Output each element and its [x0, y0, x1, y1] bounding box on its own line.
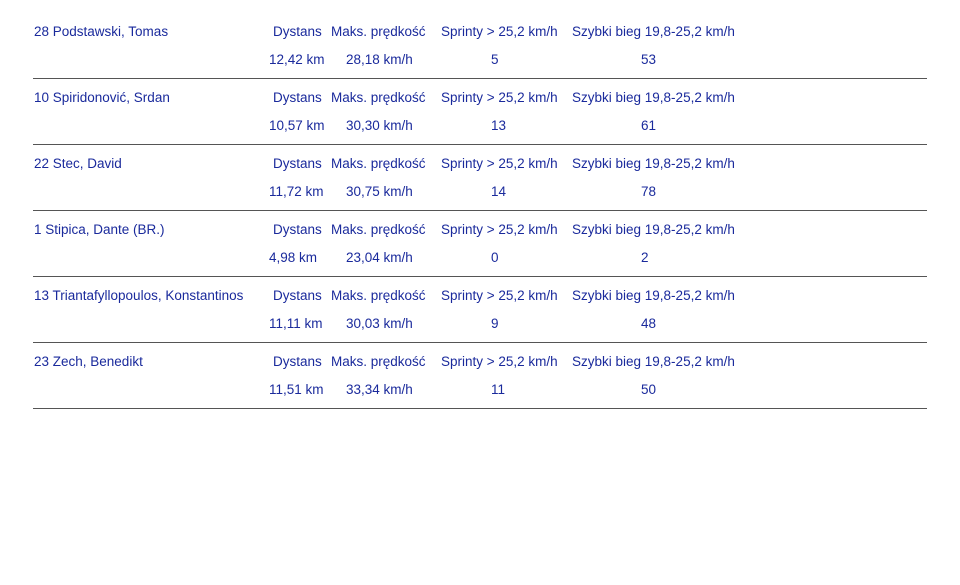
max-speed-label: Maks. prędkość: [331, 354, 426, 369]
sprints-label: Sprinty > 25,2 km/h: [441, 90, 558, 105]
max-speed-label: Maks. prędkość: [331, 156, 426, 171]
player-row: [33, 14, 927, 79]
sprints-value: 11: [491, 382, 506, 397]
distance-label: Dystans: [273, 222, 322, 237]
sprints-value: 5: [491, 52, 499, 67]
player-name: 22 Stec, David: [34, 156, 122, 171]
player-name: 23 Zech, Benedikt: [34, 354, 143, 369]
distance-label: Dystans: [273, 354, 322, 369]
player-row: [33, 212, 927, 277]
distance-label: Dystans: [273, 156, 322, 171]
fast-run-label: Szybki bieg 19,8-25,2 km/h: [572, 156, 735, 171]
max-speed-value: 33,34 km/h: [346, 382, 413, 397]
fast-run-value: 61: [641, 118, 657, 133]
fast-run-value: 2: [641, 250, 649, 265]
distance-value: 11,51 km: [269, 382, 324, 397]
fast-run-label: Szybki bieg 19,8-25,2 km/h: [572, 288, 735, 303]
max-speed-label: Maks. prędkość: [331, 90, 426, 105]
player-name: 1 Stipica, Dante (BR.): [34, 222, 165, 237]
max-speed-label: Maks. prędkość: [331, 24, 426, 39]
distance-value: 11,11 km: [269, 316, 323, 331]
sprints-label: Sprinty > 25,2 km/h: [441, 354, 558, 369]
distance-value: 11,72 km: [269, 184, 324, 199]
distance-value: 10,57 km: [269, 118, 325, 133]
sprints-label: Sprinty > 25,2 km/h: [441, 222, 558, 237]
fast-run-label: Szybki bieg 19,8-25,2 km/h: [572, 354, 735, 369]
max-speed-label: Maks. prędkość: [331, 222, 426, 237]
player-row: [33, 344, 927, 409]
player-row: [33, 80, 927, 145]
distance-value: 12,42 km: [269, 52, 325, 67]
sprints-label: Sprinty > 25,2 km/h: [441, 156, 558, 171]
fast-run-value: 53: [641, 52, 657, 67]
fast-run-value: 50: [641, 382, 657, 397]
distance-label: Dystans: [273, 288, 322, 303]
max-speed-value: 28,18 km/h: [346, 52, 413, 67]
sprints-value: 0: [491, 250, 499, 265]
player-row: [33, 146, 927, 211]
sprints-label: Sprinty > 25,2 km/h: [441, 288, 558, 303]
player-name: 13 Triantafyllopoulos, Konstantinos: [34, 288, 244, 303]
fast-run-label: Szybki bieg 19,8-25,2 km/h: [572, 222, 735, 237]
player-row: [33, 278, 927, 343]
max-speed-value: 30,75 km/h: [346, 184, 413, 199]
fast-run-value: 48: [641, 316, 657, 331]
max-speed-value: 23,04 km/h: [346, 250, 413, 265]
fast-run-label: Szybki bieg 19,8-25,2 km/h: [572, 90, 735, 105]
sprints-value: 9: [491, 316, 499, 331]
max-speed-label: Maks. prędkość: [331, 288, 426, 303]
sprints-label: Sprinty > 25,2 km/h: [441, 24, 558, 39]
distance-label: Dystans: [273, 90, 322, 105]
fast-run-value: 78: [641, 184, 657, 199]
player-stats-list: [33, 14, 927, 410]
distance-label: Dystans: [273, 24, 322, 39]
fast-run-label: Szybki bieg 19,8-25,2 km/h: [572, 24, 735, 39]
sprints-value: 13: [491, 118, 507, 133]
sprints-value: 14: [491, 184, 507, 199]
distance-value: 4,98 km: [269, 250, 318, 265]
max-speed-value: 30,30 km/h: [346, 118, 413, 133]
max-speed-value: 30,03 km/h: [346, 316, 413, 331]
player-name: 28 Podstawski, Tomas: [34, 24, 169, 39]
player-name: 10 Spiridonović, Srdan: [34, 90, 170, 105]
